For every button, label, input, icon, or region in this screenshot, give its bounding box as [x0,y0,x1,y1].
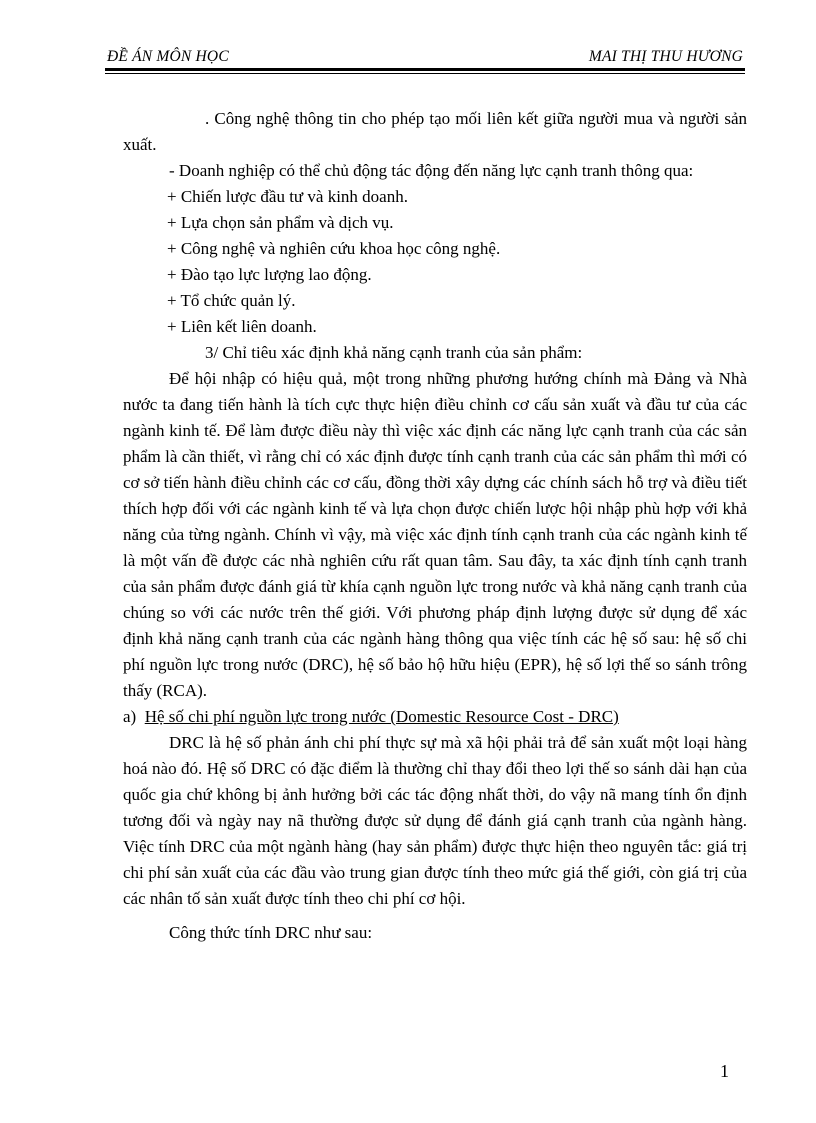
paragraph-it-link: . Công nghệ thông tin cho phép tạo mối liên kết giữa người mua và người sản xuất. [123,109,747,154]
header-author-name: MAI THỊ THU HƯƠNG [588,48,743,65]
header-rule-thin [105,73,745,74]
section-heading-a [123,704,747,730]
list-item: + Liên kết liên doanh. [167,317,317,336]
header-rule-thick [105,68,745,71]
section-a-marker: a) [123,707,137,726]
page-number: 1 [720,1061,729,1081]
section-a-title: Hệ số chi phí nguồn lực trong nước (Domestic Resource Cost - DRC) [144,707,619,726]
document-body [123,106,747,946]
paragraph-integration: Để hội nhập có hiệu quả, một trong những phương hướng chính mà Đảng và Nhà nước ta đang tiến hành là tích cực thực hiện điều chỉnh cơ cấu sản xuất và đầu tư của các ngành kinh tế. Để làm được điều này thì việc xác định các năng lực cạnh tranh của các sản phẩm là cần thiết, vì rằng chỉ có xác định được tính cạnh tranh của các sản phẩm thì mới có cơ sở tiến hành điều chỉnh các cơ cấu, đồng thời xây dựng các chính sách hỗ trợ và điều tiết thích hợp đối với các ngành kinh tế và lựa chọn được chiến lược hội nhập phù hợp với khả năng của từng ngành. Chính vì vậy, mà việc xác định tính cạnh tranh của các ngành kinh tế là một vấn đề được các nhà nghiên cứu rất quan tâm. Sau đây, ta xác định tính cạnh tranh của sản phẩm được đánh giá từ khía cạnh nguồn lực trong nước và khả năng cạnh tranh của chúng so với các nước trên thế giới. Với phương pháp định lượng được sử dụng để xác định khả năng cạnh tranh của các ngành hàng thông qua việc tính các hệ số sau: hệ số chi phí nguồn lực trong nước (DRC), hệ số bảo hộ hữu hiệu (EPR), hệ số lợi thế so sánh trông thấy (RCA). [123,369,747,700]
header-course-title: ĐỀ ÁN MÔN HỌC [107,48,229,65]
section-heading-3: 3/ Chỉ tiêu xác định khả năng cạnh tranh của sản phẩm: [205,343,583,362]
list-item: + Tổ chức quản lý. [167,291,296,310]
paragraph-drc-formula-intro: Công thức tính DRC như sau: [169,923,373,942]
paragraph-drc-definition: DRC là hệ số phản ánh chi phí thực sự mà xã hội phải trả để sản xuất một loại hàng hoá nào đó. Hệ số DRC có đặc điểm là thường chỉ thay đổi theo lợi thế so sánh dài hạn của quốc gia chứ không bị ảnh hưởng bởi các tác động nhất thời, do vậy nã mang tính ổn định tương đối và ngày nay nã thường được sử dụng để đánh giá cạnh tranh của ngành hàng. Việc tính DRC của một ngành hàng (hay sản phẩm) được thực hiện theo nguyên tắc: giá trị chi phí sản xuất của các đầu vào trung gian được tính theo mức giá thế giới, còn giá trị của các nhân tố sản xuất được tính theo chi phí cơ hội. [123,733,747,908]
list-item: + Đào tạo lực lượng lao động. [167,265,372,284]
list-item: + Chiến lược đầu tư và kinh doanh. [167,187,408,206]
paragraph-enterprise: - Doanh nghiệp có thể chủ động tác động đến năng lực cạnh tranh thông qua: [169,161,694,180]
measures-list [123,184,747,340]
running-header [105,46,745,68]
list-item: + Công nghệ và nghiên cứu khoa học công nghệ. [167,239,501,258]
list-item: + Lựa chọn sản phẩm và dịch vụ. [167,213,394,232]
